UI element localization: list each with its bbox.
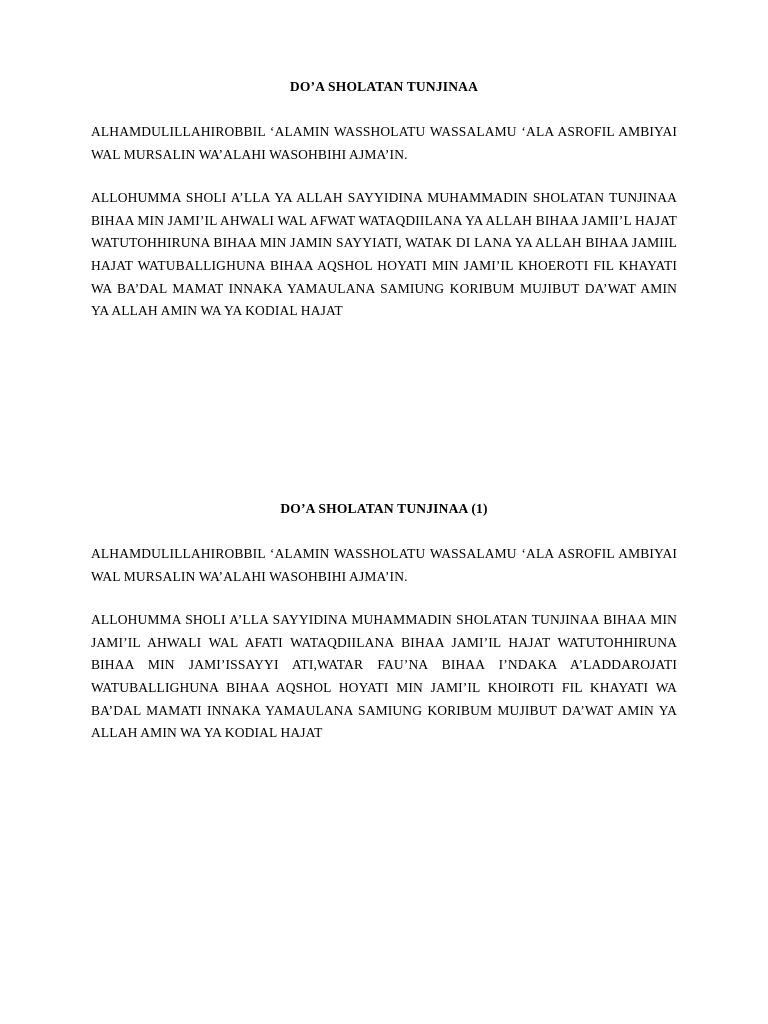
- prayer-section-1: [91, 79, 677, 344]
- opening-paragraph: ALHAMDULILLAHIROBBIL ‘ALAMIN WASSHOLATU WASSALAMU ‘ALA ASROFIL AMBIYAI WAL MURSALIN WA’ALAHI WASOHBIHI AJMA’IN.: [91, 124, 677, 162]
- opening-paragraph: ALHAMDULILLAHIROBBIL ‘ALAMIN WASSHOLATU WASSALAMU ‘ALA ASROFIL AMBIYAI WAL MURSALIN WA’ALAHI WASOHBIHI AJMA’IN.: [91, 546, 677, 584]
- prayer-section-2: [91, 501, 677, 766]
- section-title: DO’A SHOLATAN TUNJINAA: [289, 79, 479, 94]
- prayer-paragraph: ALLOHUMMA SHOLI A’LLA SAYYIDINA MUHAMMADIN SHOLATAN TUNJINAA BIHAA MIN JAMI’IL AHWALI WAL AFATI WATAQDIILANA BIHAA JAMI’IL HAJAT WATUTOHHIRUNA BIHAA MIN JAMI’ISSAYYI ATI,WATAR FAU’NA BIHAA I’NDAKA A’LADDAROJATI WATUBALLIGHUNA BIHAA AQSHOL HOYATI MIN JAMI’IL KHOIROTI FIL KHAYATI WA BA’DAL MAMATI INNAKA YAMAULANA SAMIUNG KORIBUM MUJIBUT DA’WAT AMIN YA ALLAH AMIN WA YA KODIAL HAJAT: [91, 612, 677, 741]
- prayer-paragraph: ALLOHUMMA SHOLI A’LLA YA ALLAH SAYYIDINA MUHAMMADIN SHOLATAN TUNJINAA BIHAA MIN JAMI’IL AHWALI WAL AFWAT WATAQDIILANA YA ALLAH BIHAA JAMII’L HAJAT WATUTOHHIRUNA BIHAA MIN JAMIN SAYYIATI, WATAK DI LANA YA ALLAH BIHAA JAMIIL HAJAT WATUBALLIGHUNA BIHAA AQSHOL HOYATI MIN JAMI’IL KHOEROTI FIL KHAYATI WA BA’DAL MAMAT INNAKA YAMAULANA SAMIUNG KORIBUM MUJIBUT DA’WAT AMIN YA ALLAH AMIN WA YA KODIAL HAJAT: [91, 190, 677, 319]
- section-title: DO’A SHOLATAN TUNJINAA (1): [280, 501, 488, 516]
